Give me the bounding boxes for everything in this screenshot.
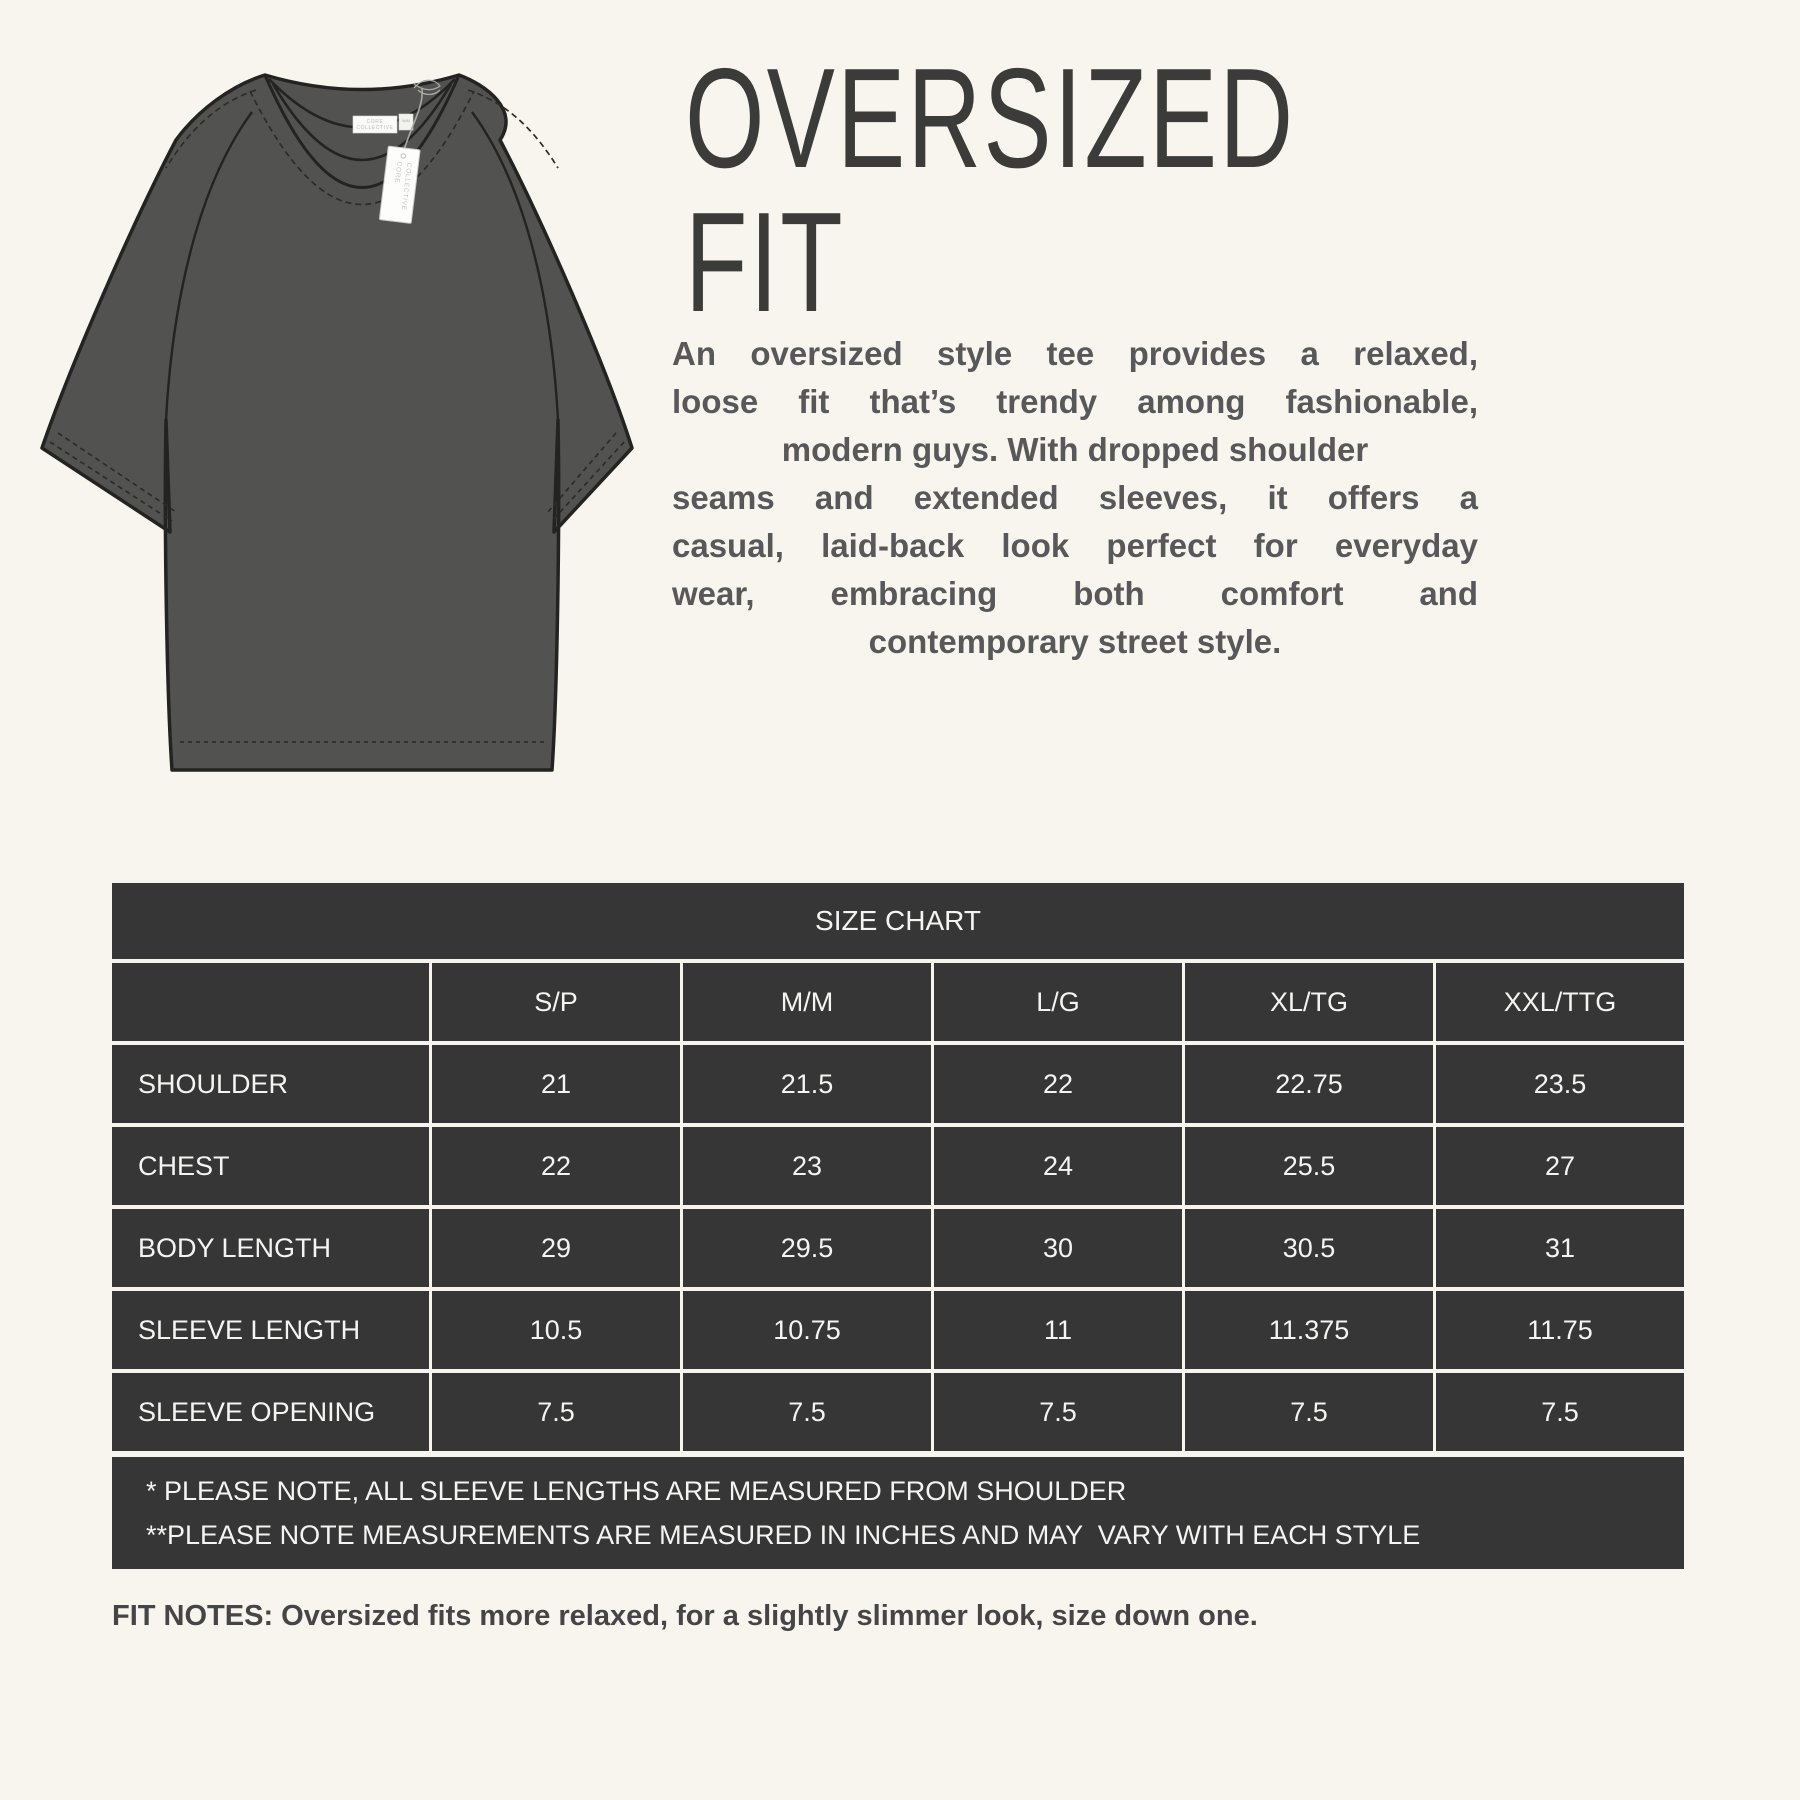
table-cell: 7.5: [934, 1373, 1182, 1451]
fit-description-line: casual, laid-back look perfect for everyday: [672, 527, 1478, 564]
fit-notes: [112, 1600, 1258, 1633]
table-cell: 22: [934, 1045, 1182, 1123]
table-cell: 25.5: [1185, 1127, 1433, 1205]
column-header: S/P: [432, 963, 680, 1041]
table-cell: 10.5: [432, 1291, 680, 1369]
fit-description-line: contemporary street style.: [868, 623, 1282, 660]
size-chart-title: SIZE CHART: [112, 883, 1684, 959]
table-cell: 7.5: [1436, 1373, 1684, 1451]
table-cell: 23: [683, 1127, 931, 1205]
table-cell: 22.75: [1185, 1045, 1433, 1123]
tshirt-illustration: [20, 28, 660, 788]
column-header: L/G: [934, 963, 1182, 1041]
fit-description-line: An oversized style tee provides a relaxed,: [672, 335, 1478, 372]
column-header: XXL/TTG: [1436, 963, 1684, 1041]
note-line: **PLEASE NOTE MEASUREMENTS ARE MEASURED IN INCHES AND MAY VARY WITH EACH STYLE: [146, 1520, 1421, 1550]
row-label-shoulder: SHOULDER: [112, 1045, 429, 1123]
measurement-notes-box: [112, 1457, 1684, 1569]
row-label-sleeve-opening: SLEEVE OPENING: [112, 1373, 429, 1451]
column-header-empty: [112, 963, 429, 1041]
fit-description: [672, 330, 1478, 666]
size-tab-text: M/M: [402, 118, 410, 123]
table-cell: 30.5: [1185, 1209, 1433, 1287]
hang-tag-text-1: CORE: [392, 161, 403, 184]
size-chart-grid: [112, 963, 1684, 1451]
neck-label: [353, 116, 397, 133]
table-cell: 11: [934, 1291, 1182, 1369]
fit-description-line: wear, embracing both comfort and: [672, 575, 1478, 612]
table-cell: 7.5: [432, 1373, 680, 1451]
column-header: XL/TG: [1185, 963, 1433, 1041]
table-cell: 11.75: [1436, 1291, 1684, 1369]
row-label-chest: CHEST: [112, 1127, 429, 1205]
column-header: M/M: [683, 963, 931, 1041]
table-cell: 11.375: [1185, 1291, 1433, 1369]
page-title-line-1: OVERSIZED: [685, 39, 1296, 198]
size-tab: [399, 114, 413, 130]
table-cell: 30: [934, 1209, 1182, 1287]
table-cell: 27: [1436, 1127, 1684, 1205]
fit-notes-label: FIT NOTES:: [112, 1600, 274, 1632]
note-line: * PLEASE NOTE, ALL SLEEVE LENGTHS ARE MEASURED FROM SHOULDER: [146, 1476, 1127, 1506]
table-cell: 22: [432, 1127, 680, 1205]
table-cell: 31: [1436, 1209, 1684, 1287]
size-chart-table: [112, 883, 1684, 1451]
table-cell: 21: [432, 1045, 680, 1123]
table-cell: 10.75: [683, 1291, 931, 1369]
neck-label-text-1: CORE: [366, 119, 384, 125]
fit-description-line: modern guys. With dropped shoulder: [781, 431, 1369, 468]
row-label-sleeve-length: SLEEVE LENGTH: [112, 1291, 429, 1369]
hang-tag-text-2: COLLECTIVE: [399, 162, 413, 212]
page-title-line-2: FIT: [685, 183, 845, 342]
table-cell: 24: [934, 1127, 1182, 1205]
table-cell: 23.5: [1436, 1045, 1684, 1123]
table-cell: 29.5: [683, 1209, 931, 1287]
table-cell: 21.5: [683, 1045, 931, 1123]
fit-description-line: loose fit that’s trendy among fashionable,: [672, 383, 1478, 420]
fit-notes-text: Oversized fits more relaxed, for a slightly slimmer look, size down one.: [273, 1600, 1258, 1632]
table-cell: 7.5: [1185, 1373, 1433, 1451]
table-cell: 7.5: [683, 1373, 931, 1451]
fit-description-line: seams and extended sleeves, it offers a: [672, 479, 1478, 516]
table-cell: 29: [432, 1209, 680, 1287]
neck-label-text-2: COLLECTIVE: [356, 125, 394, 131]
row-label-body-length: BODY LENGTH: [112, 1209, 429, 1287]
